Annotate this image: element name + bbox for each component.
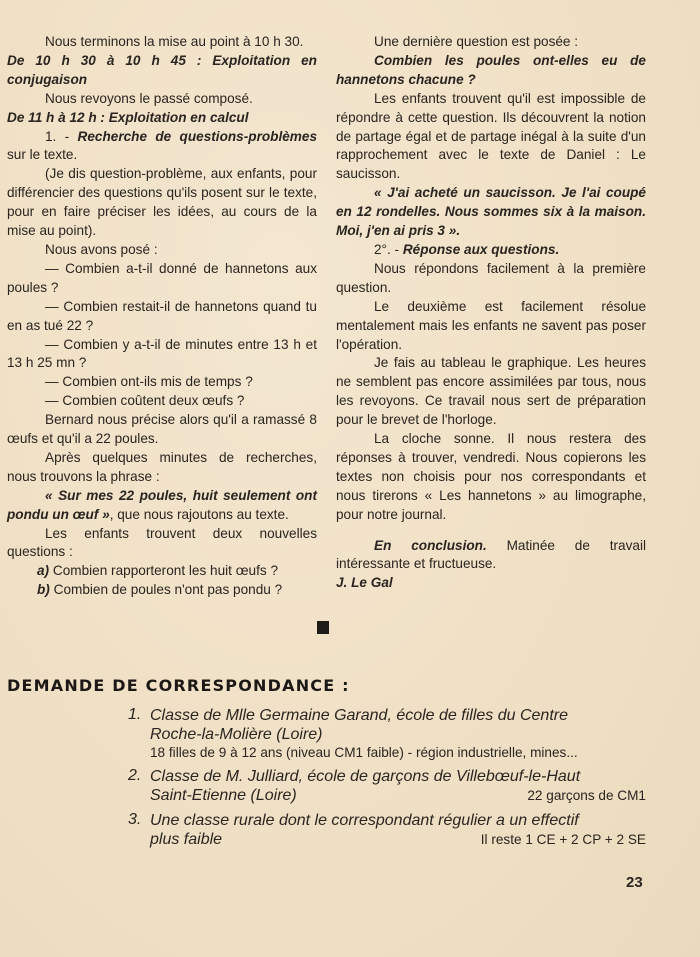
paragraph: Les enfants trouvent qu'il est impossible de répondre à cette question. Ils découvrent la notion de partage égal et de partage inégal à la suite d'un rapprochement avec le texte de Daniel : Le saucisson.	[336, 90, 646, 182]
item-location: Saint-Etienne (Loire)	[150, 787, 297, 804]
paragraph: Après quelques minutes de recherches, nous trouvons la phrase :	[7, 449, 317, 484]
text-span: Combien rapporteront les huit œufs ?	[49, 563, 279, 579]
spacer	[336, 525, 646, 537]
question-item: — Combien coûtent deux œufs ?	[45, 393, 245, 409]
paragraph: Je fais au tableau le graphique. Les heures ne semblent pas encore assimilées par tous, nous les revoyons. Ce travail nous sert de préparation pour le brevet de l'horloge.	[336, 355, 646, 428]
item-details: 18 filles de 9 à 12 ans (niveau CM1 faible) - région industrielle, mines...	[150, 745, 578, 760]
question-item	[7, 581, 317, 600]
paragraph	[336, 241, 646, 260]
text-span: , que nous rajoutons au texte.	[109, 506, 289, 522]
list-item	[128, 767, 646, 805]
quote: « Sur mes 22 poules, huit seulement ont pondu un œuf »	[7, 487, 317, 522]
signature: J. Le Gal	[336, 575, 393, 591]
correspondence-list	[128, 706, 646, 855]
item-title: Une classe rurale dont le correspondant régulier a un effectif	[150, 812, 579, 829]
paragraph: Le deuxième est facilement résolue mentalement mais les enfants ne savent pas poser l'opération.	[336, 298, 646, 352]
section-heading-conjugaison: De 10 h 30 à 10 h 45 : Exploitation en conjugaison	[7, 52, 317, 87]
list-item	[128, 706, 646, 761]
conclusion-label: En conclusion.	[374, 537, 487, 553]
question-item: — Combien y a-t-il de minutes entre 13 h et 13 h 25 mn ?	[7, 336, 317, 371]
paragraph	[7, 128, 317, 166]
item-number: 2.	[128, 767, 142, 784]
paragraph: Nous terminons la mise au point à 10 h 30.	[45, 34, 304, 49]
paragraph: (Je dis question-problème, aux enfants, pour différencier des questions qu'ils posent sur le texte, pour en faire préciser les idées, au cours de la mise au point).	[7, 166, 317, 239]
left-column	[7, 33, 317, 600]
item-location: Roche-la-Molière (Loire)	[150, 726, 323, 743]
item-number: 3.	[128, 811, 142, 828]
paragraph: Les enfants trouvent deux nouvelles questions :	[7, 525, 317, 560]
text-span: Combien de poules n'ont pas pondu ?	[49, 582, 283, 598]
right-column	[336, 33, 646, 593]
section-title: DEMANDE DE CORRESPONDANCE :	[7, 676, 350, 695]
subheading: Recherche de questions-problèmes	[77, 128, 318, 144]
paragraph	[7, 487, 317, 525]
paragraph: Bernard nous précise alors qu'il a ramassé 8 œufs et qu'il a 22 poules.	[7, 412, 317, 447]
quote: « J'ai acheté un saucisson. Je l'ai coupé en 12 rondelles. Nous sommes six à la maison. Moi, j'en ai pris 3 ».	[336, 185, 646, 239]
item-title: Classe de Mlle Germaine Garand, école de filles du Centre	[150, 707, 568, 724]
question-item: — Combien restait-il de hannetons quand tu en as tué 22 ?	[7, 298, 317, 333]
text-span: Matinée de travail intéressante et fructueuse.	[336, 537, 646, 572]
list-label: a)	[37, 563, 50, 579]
item-details: 22 garçons de CM1	[527, 788, 646, 803]
item-row	[150, 830, 646, 849]
list-item	[128, 811, 646, 849]
item-details: Il reste 1 CE + 2 CP + 2 SE	[480, 832, 646, 847]
paragraph: Nous répondons facilement à la première question.	[336, 260, 646, 295]
paragraph: La cloche sonne. Il nous restera des réponses à trouver, vendredi. Nous copierons les textes non choisis pour nos correspondants et nous tirerons « Les hannetons » au limographe, pour notre journal.	[336, 431, 646, 522]
question-item	[7, 562, 317, 581]
list-label: b)	[37, 582, 50, 598]
paragraph: Nous revoyons le passé composé.	[45, 90, 253, 106]
question-quote: Combien les poules ont-elles eu de hannetons chacune ?	[336, 52, 646, 87]
question-item: — Combien ont-ils mis de temps ?	[45, 374, 253, 390]
subheading: Réponse aux questions.	[402, 241, 560, 257]
paragraph: Nous avons posé :	[45, 241, 158, 257]
item-number: 1.	[128, 706, 142, 723]
item-location: plus faible	[150, 831, 223, 848]
question-item: — Combien a-t-il donné de hannetons aux poules ?	[7, 260, 317, 295]
item-title: Classe de M. Julliard, école de garçons de Villebœuf-le-Haut	[150, 768, 581, 785]
paragraph	[336, 537, 646, 575]
paragraph: Une dernière question est posée :	[374, 34, 579, 49]
item-row	[150, 786, 646, 805]
section-heading-calcul: De 11 h à 12 h : Exploitation en calcul	[7, 109, 249, 125]
text-span: sur le texte.	[7, 147, 78, 163]
page-number: 23	[626, 874, 643, 891]
list-number: 2°. -	[374, 241, 403, 257]
separator-square-icon	[317, 621, 329, 634]
list-number: 1. -	[45, 128, 78, 144]
